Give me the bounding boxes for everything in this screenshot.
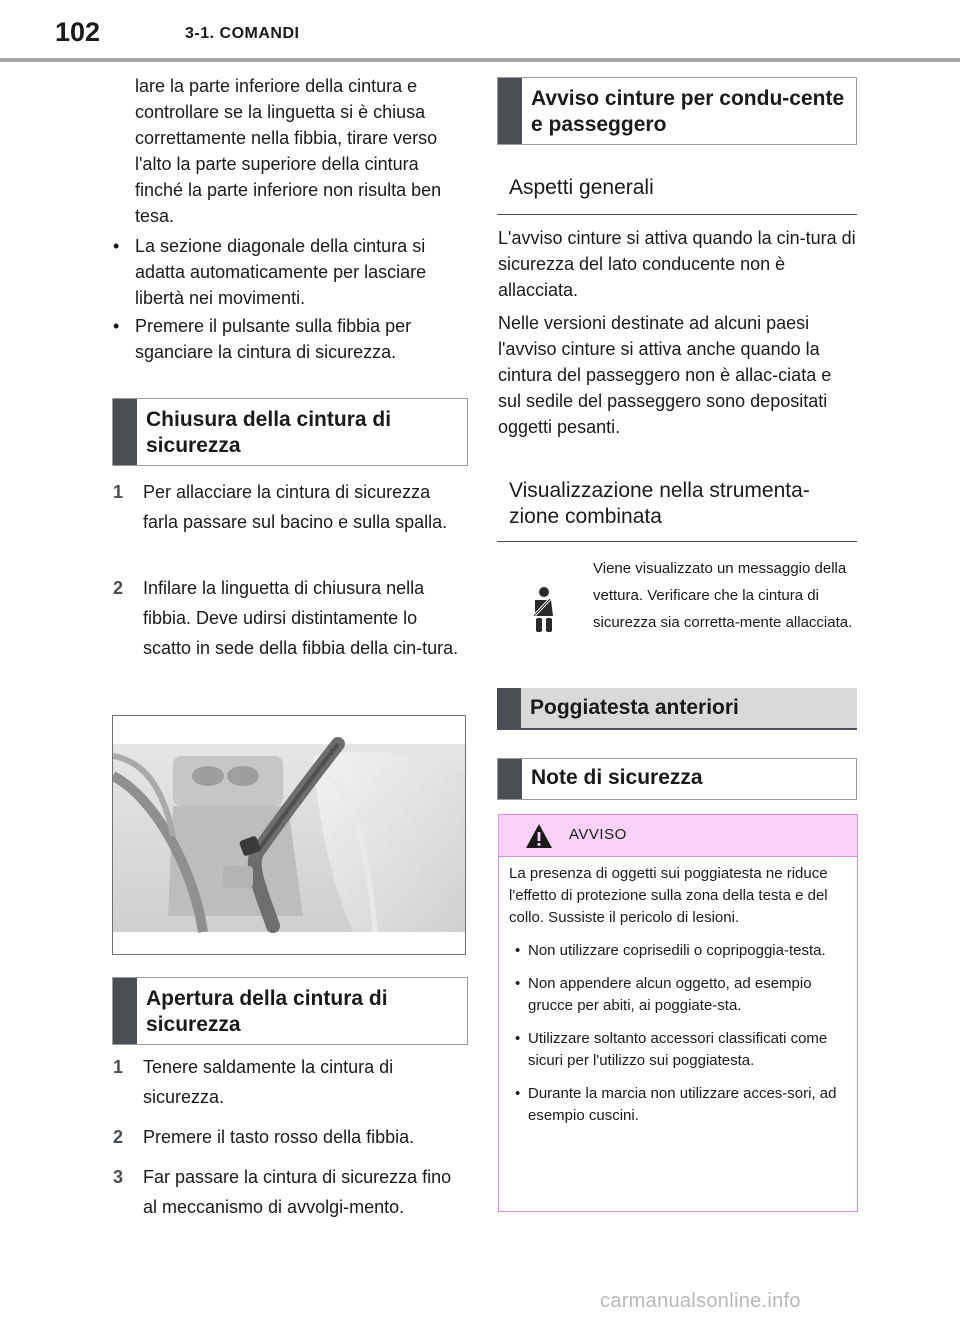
step-number: 2 xyxy=(113,578,124,598)
step-item xyxy=(113,477,465,537)
heading-text: Chiusura della cintura di sicurezza xyxy=(146,408,392,457)
display-message-text: Viene visualizzato un messaggio della vettura. Verificare che la cintura di sicurezza sia corretta-mente allacciata. xyxy=(593,560,853,631)
step-number: 2 xyxy=(113,1127,124,1147)
heading-bar xyxy=(498,78,522,144)
warning-bullet-text: Non appendere alcun oggetto, ad esempio grucce per abiti, ai poggiate-sta. xyxy=(528,975,812,1014)
paragraph-reminder-passenger: Nelle versioni destinate ad alcuni paesi l'avviso cinture si attiva anche quando la cintura del passeggero non è allac-ciata e sul sedile del passeggero sono depositati oggetti pesanti. xyxy=(498,313,832,437)
step-text: Far passare la cintura di sicurezza fino al meccanismo di avvolgi-mento. xyxy=(143,1167,452,1217)
step-text: Premere il tasto rosso della fibbia. xyxy=(143,1127,415,1147)
heading-close-seatbelt xyxy=(112,398,468,466)
warning-body xyxy=(499,857,857,1127)
warning-bullet xyxy=(509,1083,839,1127)
step-item xyxy=(113,1162,465,1222)
warning-bullet xyxy=(509,1028,839,1072)
heading-bar xyxy=(497,688,521,728)
step-text: Per allacciare la cintura di sicurezza farla passare sul bacino e sulla spalla. xyxy=(143,482,448,532)
step-item xyxy=(113,1052,465,1112)
heading-text: Poggiatesta anteriori xyxy=(530,696,739,719)
step-item xyxy=(113,1122,465,1152)
continuation-paragraph: lare la parte inferiore della cintura e controllare se la linguetta si è chiusa correttamente nella fibbia, tirare verso l'alto la parte superiore della cintura finché la parte inferiore non risulta ben tesa. xyxy=(135,76,442,226)
bullet-dot: • xyxy=(515,1030,521,1047)
seatbelt-buckle-illustration xyxy=(112,715,466,955)
warning-bullet xyxy=(509,973,839,1017)
subheading-display: Visualizzazione nella strumenta-zione combinata xyxy=(497,478,857,542)
paragraph-reminder-driver: L'avviso cinture si attiva quando la cin-tura di sicurezza del lato conducente non è allacciata. xyxy=(498,228,856,300)
bullet-dot: • xyxy=(515,975,521,992)
page-number: 102 xyxy=(55,17,101,47)
warning-triangle-icon xyxy=(525,823,553,849)
heading-text: Apertura della cintura di sicurezza xyxy=(146,987,388,1036)
bullet-dot: • xyxy=(113,316,120,336)
heading-seatbelt-reminder xyxy=(497,77,857,145)
bullet-dot: • xyxy=(515,942,521,959)
step-number: 1 xyxy=(113,1057,124,1077)
step-text: Tenere saldamente la cintura di sicurezza. xyxy=(143,1057,394,1107)
bullet-item xyxy=(113,313,465,365)
header-divider xyxy=(0,58,960,62)
bullet-dot: • xyxy=(113,236,120,256)
warning-box xyxy=(498,814,858,1212)
warning-bullet-text: Utilizzare soltanto accessori classificati come sicuri per l'utilizzo sui poggiatesta. xyxy=(528,1030,828,1069)
heading-bar xyxy=(113,978,137,1044)
heading-bar xyxy=(498,759,522,799)
heading-front-headrests xyxy=(497,688,857,730)
heading-text: Note di sicurezza xyxy=(531,766,703,789)
warning-label: AVVISO xyxy=(569,826,627,843)
warning-header xyxy=(499,815,857,857)
step-number: 1 xyxy=(113,482,124,502)
chapter-title: 3-1. COMANDI xyxy=(185,25,300,42)
watermark: carmanualsonline.info xyxy=(600,1290,801,1312)
warning-bullet-text: Non utilizzare coprisedili o copripoggia-testa. xyxy=(528,942,826,959)
heading-bar xyxy=(113,399,137,465)
seatbelt-buckle-illustration-drawing xyxy=(113,716,465,954)
warning-intro: La presenza di oggetti sui poggiatesta ne riduce l'effetto di protezione sulla zona della testa e del collo. Sussiste il pericolo di lesioni. xyxy=(509,865,828,926)
subheading-general: Aspetti generali xyxy=(497,175,857,215)
warning-bullet-text: Durante la marcia non utilizzare acces-sori, ad esempio cuscini. xyxy=(528,1085,837,1124)
heading-open-seatbelt xyxy=(112,977,468,1045)
seatbelt-warning-icon xyxy=(528,586,560,634)
warning-bullet xyxy=(509,940,839,962)
heading-text: Avviso cinture per condu-cente e passeggero xyxy=(531,87,845,136)
bullet-text: Premere il pulsante sulla fibbia per sganciare la cintura di sicurezza. xyxy=(135,316,412,362)
bullet-text: La sezione diagonale della cintura si adatta automaticamente per lasciare libertà nei movimenti. xyxy=(135,236,427,308)
bullet-dot: • xyxy=(515,1085,521,1102)
bullet-item xyxy=(113,233,465,311)
step-number: 3 xyxy=(113,1167,124,1187)
heading-safety-notes xyxy=(497,758,857,800)
step-item xyxy=(113,573,465,663)
step-text: Infilare la linguetta di chiusura nella fibbia. Deve udirsi distintamente lo scatto in sede della fibbia della cin-tura. xyxy=(143,578,459,658)
